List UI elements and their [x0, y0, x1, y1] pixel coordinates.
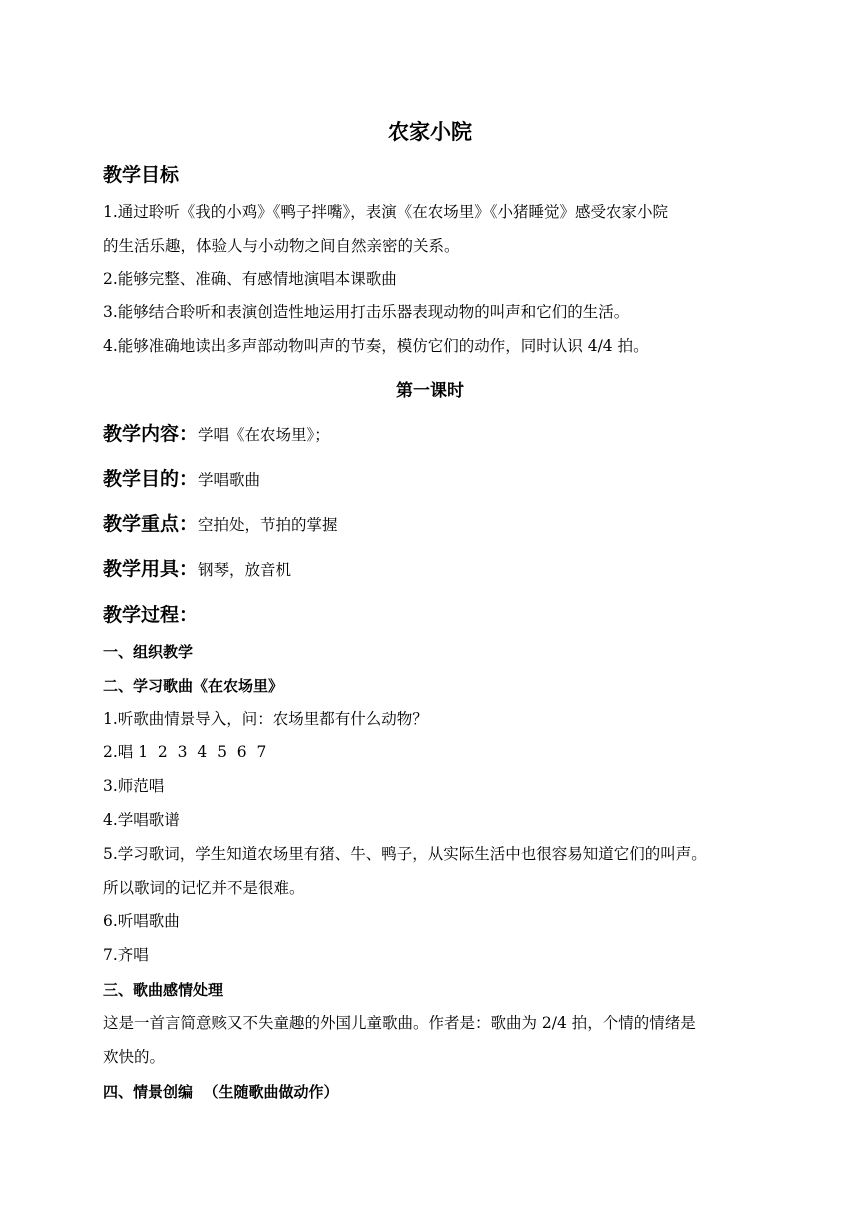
section-heading: 四、情景创编 （生随歌曲做动作）: [103, 1083, 339, 1101]
field-goal-label: 教学目的：: [103, 468, 199, 490]
field-goal: [103, 464, 260, 491]
step-line: 1.听歌曲情景导入，问：农场里都有什么动物？: [103, 710, 428, 728]
paragraph-line: 欢快的。: [103, 1048, 166, 1066]
objective-line: 2.能够完整、准确、有感情地演唱本课歌曲: [103, 270, 397, 288]
field-content-label: 教学内容：: [103, 423, 199, 445]
section-heading: 三、歌曲感情处理: [103, 981, 224, 999]
field-content: [103, 419, 330, 446]
field-tools-value: 钢琴，放音机: [198, 561, 292, 579]
step-line: 4.学唱歌谱: [103, 811, 180, 829]
field-tools-label: 教学用具：: [103, 558, 199, 580]
objective-line: 的生活乐趣，体验人与小动物之间自然亲密的关系。: [103, 237, 460, 255]
section-heading: 二、学习歌曲《在农场里》: [103, 677, 284, 695]
paragraph-line: 这是一首言简意赅又不失童趣的外国儿童歌曲。作者是：歌曲为 2/4 拍，个情的情绪是: [103, 1014, 696, 1032]
field-tools: [103, 554, 291, 581]
objective-line: 1.通过聆听《我的小鸡》《鸭子拌嘴》，表演《在农场里》《小猪睡觉》感受农家小院: [103, 203, 669, 221]
step-line: 5.学习歌词，学生知道农场里有猪、牛、鸭子，从实际生活中也很容易知道它们的叫声。: [103, 845, 707, 863]
page-title: 农家小院: [388, 120, 472, 144]
objective-line: 3.能够结合聆听和表演创造性地运用打击乐器表现动物的叫声和它们的生活。: [103, 303, 630, 321]
field-content-value: 学唱《在农场里》；: [198, 426, 330, 444]
lesson-title: 第一课时: [396, 381, 464, 401]
objectives-heading: 教学目标: [103, 164, 180, 186]
objective-line: 4.能够准确地读出多声部动物叫声的节奏，模仿它们的动作，同时认识 4/4 拍。: [103, 337, 649, 355]
step-line: 3.师范唱: [103, 777, 165, 795]
field-goal-value: 学唱歌曲: [198, 471, 261, 489]
section-heading: 一、组织教学: [103, 643, 194, 661]
step-line: 2.唱 1 2 3 4 5 6 7: [103, 743, 267, 761]
process-heading: 教学过程：: [103, 604, 199, 626]
field-focus-value: 空拍处，节拍的掌握: [198, 516, 338, 534]
field-focus: [103, 509, 338, 536]
step-line: 7.齐唱: [103, 946, 149, 964]
field-focus-label: 教学重点：: [103, 513, 199, 535]
step-line: 所以歌词的记忆并不是很难。: [103, 879, 305, 897]
step-line: 6.听唱歌曲: [103, 912, 180, 930]
